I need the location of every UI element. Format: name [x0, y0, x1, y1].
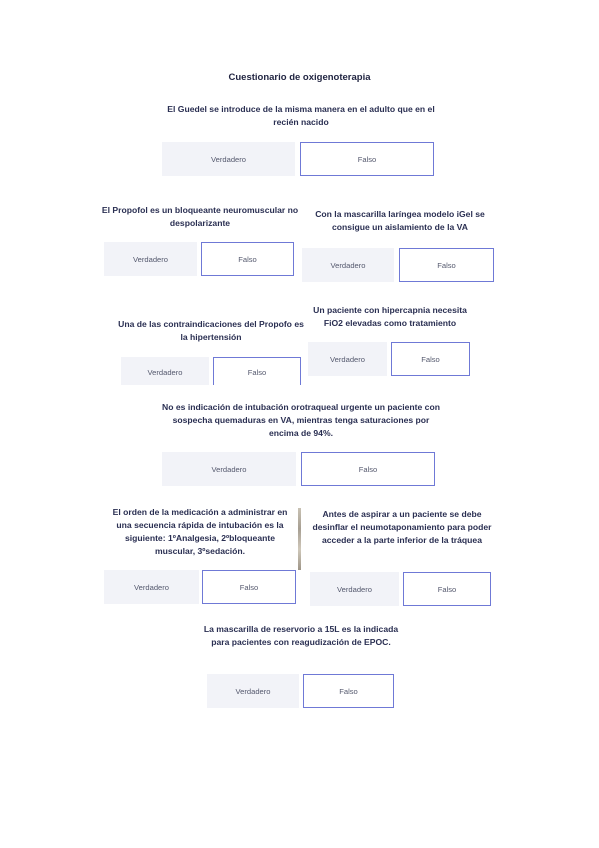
question-1: El Guedel se introduce de la misma manera en el adulto que en el recién nacido — [167, 104, 435, 127]
question-4: Una de las contraindicaciones del Propofo es la hipertensión — [118, 319, 304, 342]
false-button-q9[interactable]: Falso — [303, 674, 394, 708]
true-button-q3[interactable]: Verdadero — [302, 248, 394, 282]
false-button-q6[interactable]: Falso — [301, 452, 435, 486]
true-button-q4[interactable]: Verdadero — [121, 357, 209, 385]
question-9: La mascarilla de reservorio a 15L es la indicada para pacientes con reagudización de EPOC. — [203, 624, 399, 647]
question-3: Con la mascarilla laríngea modelo iGel se consigue un aislamiento de la VA — [315, 209, 485, 232]
question-5: Un paciente con hipercapnia necesita FiO2 elevadas como tratamiento — [313, 305, 467, 328]
true-button-q7[interactable]: Verdadero — [104, 570, 199, 604]
question-8: Antes de aspirar a un paciente se debe desinflar el neumotaponamiento para poder acceder a la parte inferior de la tráquea — [312, 509, 492, 545]
true-button-q8[interactable]: Verdadero — [310, 572, 399, 606]
false-button-q2[interactable]: Falso — [201, 242, 294, 276]
false-button-q8[interactable]: Falso — [403, 572, 491, 606]
false-button-q4[interactable]: Falso — [213, 357, 301, 385]
false-button-q5[interactable]: Falso — [391, 342, 470, 376]
true-button-q2[interactable]: Verdadero — [104, 242, 197, 276]
question-6: No es indicación de intubación orotraqueal urgente un paciente con sospecha quemaduras en VA, mientras tenga saturaciones por encima de 94%. — [162, 402, 440, 438]
decorative-image-strip — [298, 508, 301, 570]
true-button-q1[interactable]: Verdadero — [162, 142, 295, 176]
true-button-q5[interactable]: Verdadero — [308, 342, 387, 376]
true-button-q9[interactable]: Verdadero — [207, 674, 299, 708]
true-button-q6[interactable]: Verdadero — [162, 452, 296, 486]
question-7: El orden de la medicación a administrar en una secuencia rápida de intubación es la siguiente: 1ºAnalgesia, 2ºbloqueante muscular, 3ºsedación. — [112, 507, 288, 556]
false-button-q3[interactable]: Falso — [399, 248, 494, 282]
question-2: El Propofol es un bloqueante neuromuscular no despolarizante — [101, 205, 299, 228]
false-button-q7[interactable]: Falso — [202, 570, 296, 604]
page-title: Cuestionario de oxigenoterapia — [228, 72, 371, 83]
false-button-q1[interactable]: Falso — [300, 142, 434, 176]
